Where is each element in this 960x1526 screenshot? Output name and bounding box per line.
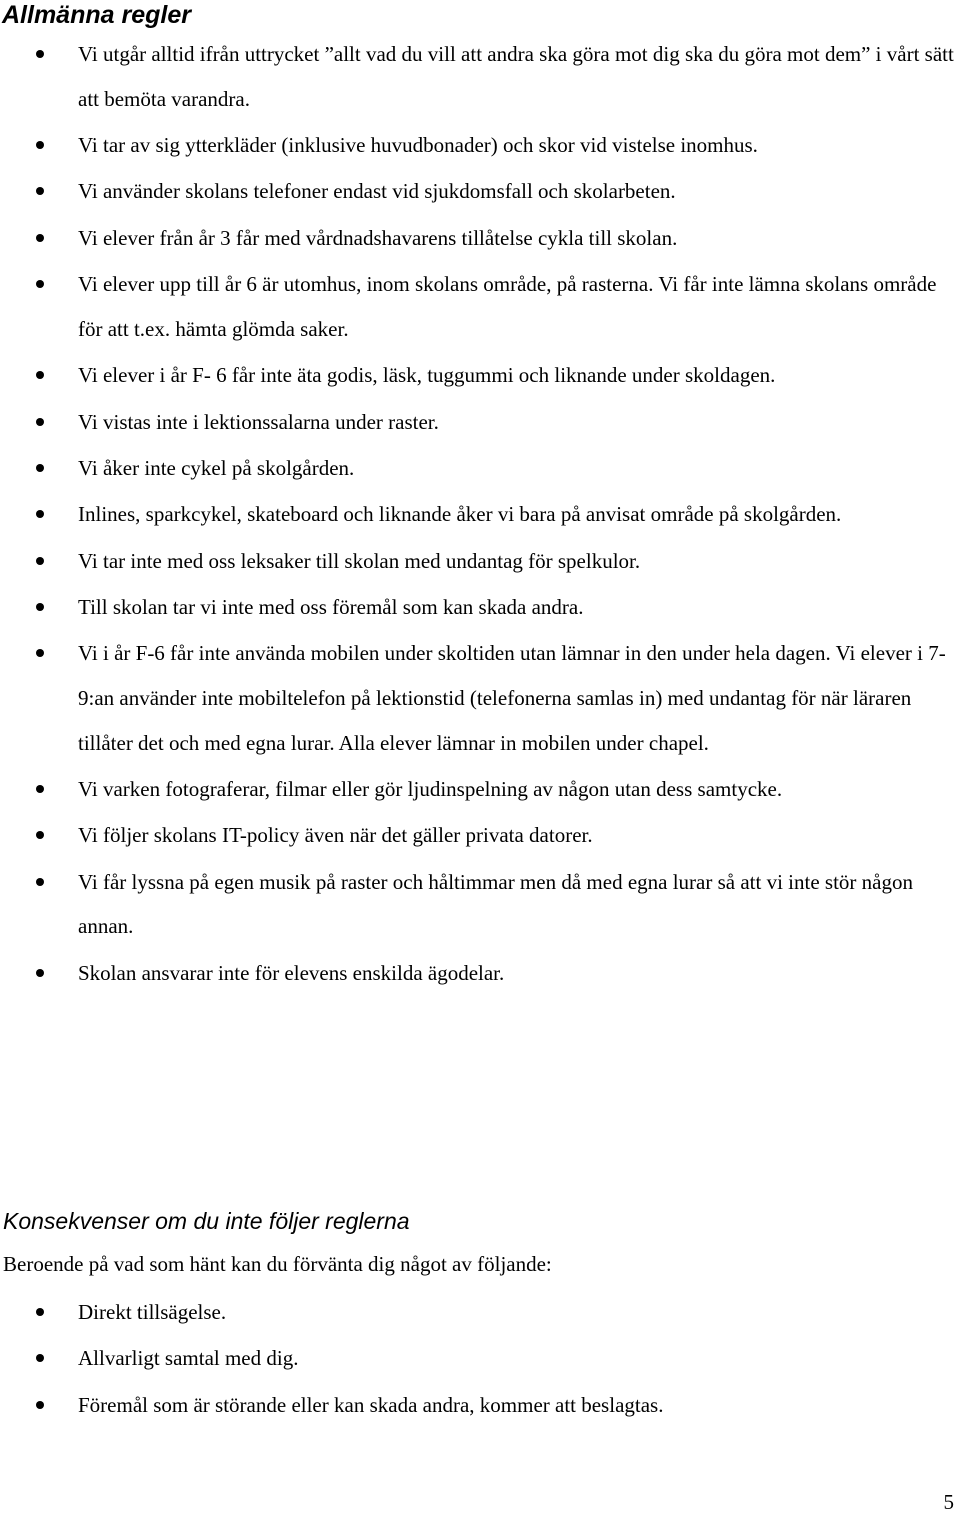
list-item-text: Vi vistas inte i lektionssalarna under raster. [78,409,439,434]
list-item-text: Vi elever från år 3 får med vårdnadshavarens tillåtelse cykla till skolan. [78,225,678,250]
bullet-icon [36,234,44,242]
list-item [0,32,960,121]
list-item [0,1336,960,1381]
bullet-icon [36,1308,44,1316]
bullet-icon [36,557,44,565]
bullet-icon [36,969,44,977]
list-item [0,539,960,584]
list-item-text: Vi utgår alltid ifrån uttrycket ”allt vad du vill att andra ska göra mot dig ska du göra mot dem” i vårt sätt att bemöta varandra. [78,42,954,111]
list-item-text: Vi använder skolans telefoner endast vid sjukdomsfall och skolarbeten. [78,179,676,204]
list-item-text: Direkt tillsägelse. [78,1300,227,1324]
bullet-icon [36,464,44,472]
list-item-text: Vi elever i år F- 6 får inte äta godis, läsk, tuggummi och liknande under skoldagen. [78,363,776,388]
list-item [0,951,960,996]
rules-list [0,32,960,997]
bullet-icon [36,1401,44,1409]
list-item [0,1290,960,1335]
list-item-text: Föremål som är störande eller kan skada andra, kommer att beslagtas. [78,1392,664,1417]
list-item-text: Vi åker inte cykel på skolgården. [78,455,355,480]
list-item-text: Vi elever upp till år 6 är utomhus, inom skolans område, på rasterna. Vi får inte lämna skolans område för att t.ex. hämta glömda saker. [78,272,937,341]
page-number: 5 [943,1490,954,1514]
list-item-text: Vi får lyssna på egen musik på raster och håltimmar men då med egna lurar så att vi inte stör någon annan. [78,869,913,939]
list-item [0,169,960,214]
list-item [0,1383,960,1428]
bullet-icon [36,187,44,195]
list-item [0,631,960,765]
list-item [0,492,960,537]
bullet-icon [36,280,44,288]
list-item [0,216,960,261]
list-item [0,860,960,949]
consequences-heading: Konsekvenser om du inte följer reglerna [3,1208,410,1234]
consequences-intro: Beroende på vad som hänt kan du förvänta dig något av följande: [3,1252,552,1276]
list-item-text: Allvarligt samtal med dig. [78,1346,299,1371]
list-item [0,353,960,398]
list-item-text: Vi varken fotograferar, filmar eller gör ljudinspelning av någon utan dess samtycke. [78,777,783,802]
bullet-icon [36,50,44,58]
bullet-icon [36,831,44,839]
bullet-icon [36,371,44,379]
list-item-text: Skolan ansvarar inte för elevens enskilda ägodelar. [78,960,505,985]
list-item-text: Vi tar av sig ytterkläder (inklusive huvudbonader) och skor vid vistelse inomhus. [78,132,758,157]
list-item-text: Vi följer skolans IT-policy även när det gäller privata datorer. [78,823,593,848]
list-item [0,123,960,168]
bullet-icon [36,510,44,518]
rules-heading: Allmänna regler [2,1,191,29]
list-item [0,767,960,812]
list-item [0,262,960,351]
list-item-text: Inlines, sparkcykel, skateboard och liknande åker vi bara på anvisat område på skolgården. [78,502,842,527]
bullet-icon [36,141,44,149]
bullet-icon [36,785,44,793]
list-item [0,446,960,491]
list-item-text: Vi tar inte med oss leksaker till skolan med undantag för spelkulor. [78,548,641,573]
bullet-icon [36,603,44,611]
bullet-icon [36,418,44,426]
bullet-icon [36,878,44,886]
consequences-list [0,1290,960,1429]
bullet-icon [36,649,44,657]
list-item [0,813,960,858]
list-item [0,585,960,630]
list-item [0,400,960,445]
list-item-text: Vi i år F-6 får inte använda mobilen under skoltiden utan lämnar in den under hela dagen. Vi elever i 7-9:an använder inte mobiltelefon på lektionstid (telefonerna samlas in) med undantag för när läraren tillåter det och med egna lurar. Alla elever lämnar in mobilen under chapel. [78,641,946,755]
list-item-text: Till skolan tar vi inte med oss föremål som kan skada andra. [78,595,584,620]
bullet-icon [36,1354,44,1362]
